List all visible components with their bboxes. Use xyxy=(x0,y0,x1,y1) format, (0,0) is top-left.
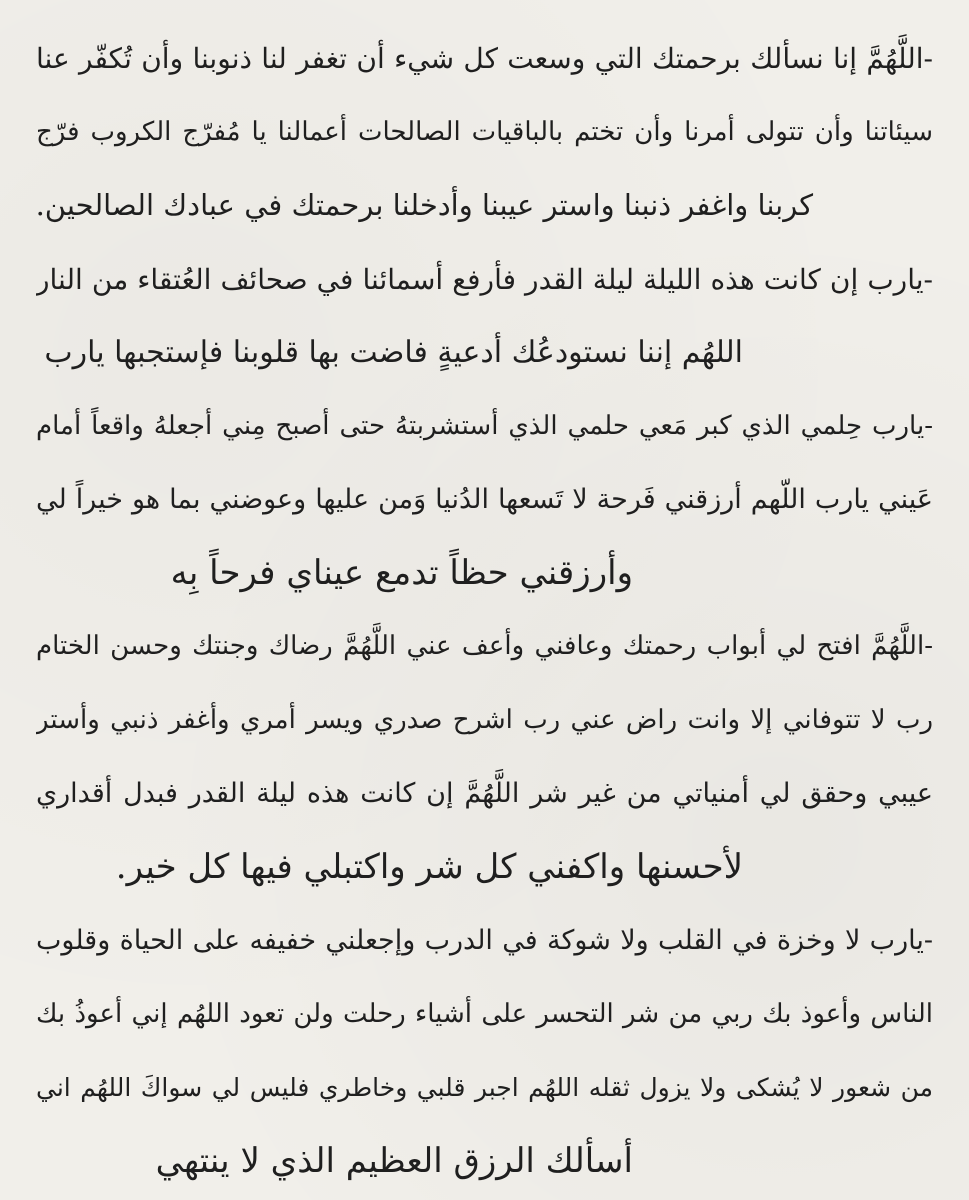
text-line-9: -اللَّهُمَّ افتح لي أبواب رحمتك وعافني وأعف عني اللَّهُمَّ رضاك وجنتك وحسن الختام xyxy=(36,631,933,661)
text-line-14: الناس وأعوذ بك ربي من شر التحسر على أشياء رحلت ولن تعود اللهُم إني أعوذُ بك xyxy=(36,998,933,1029)
text-line-12: لأحسنها واكفني كل شر واكتبلي فيها كل خير. xyxy=(115,846,743,887)
text-line-8: وأرزقني حظاً تدمع عيناي فرحاً بِه xyxy=(170,552,633,593)
text-line-1: -اللَّهُمَّ إنا نسألك برحمتك التي وسعت كل شيء أن تغفر لنا ذنوبنا وأن تُكفّر عنا xyxy=(36,42,933,75)
text-line-5: اللهُم إننا نستودعُك أدعيةٍ فاضت بها قلوبنا فإستجبها يارب xyxy=(44,335,743,370)
text-line-7: عَيني يارب اللّهم أرزقني فَرحة لا تَسعها الدُنيا وَمن عليها وعوضني بما هو خيراً لي xyxy=(36,484,933,515)
text-line-11: عيبي وحقق لي أمنياتي من غير شر اللَّهُمَّ إن كانت هذه ليلة القدر فبدل أقداري xyxy=(36,778,933,809)
text-line-2: سيئاتنا وأن تتولى أمرنا وأن تختم بالباقيات الصالحات أعمالنا يا مُفرّج الكروب فرّج xyxy=(36,116,933,147)
text-line-4: -يارب إن كانت هذه الليلة ليلة القدر فأرفع أسمائنا في صحائف العُتقاء من النار xyxy=(36,262,933,296)
text-line-16: أسألك الرزق العظيم الذي لا ينتهي xyxy=(155,1140,633,1181)
text-line-15: من شعور لا يُشكى ولا يزول ثقله اللهُم اجبر قلبي وخاطري فليس لي سواكَ اللهُم اني xyxy=(36,1073,933,1102)
text-line-3: كربنا واغفر ذنبنا واستر عيبنا وأدخلنا برحمتك في عبادك الصالحين. xyxy=(36,188,813,222)
text-line-10: رب لا تتوفاني إلا وانت راض عني رب اشرح صدري ويسر أمري وأغفر ذنبي وأستر xyxy=(36,704,933,735)
text-line-6: -يارب حِلمي الذي كبر مَعي حلمي الذي أستشربتهُ حتى أصبح مِني أجعلهُ واقعاً أمام xyxy=(36,410,933,441)
text-line-13: -يارب لا وخزة في القلب ولا شوكة في الدرب وإجعلني خفيفه على الحياة وقلوب xyxy=(36,925,933,956)
